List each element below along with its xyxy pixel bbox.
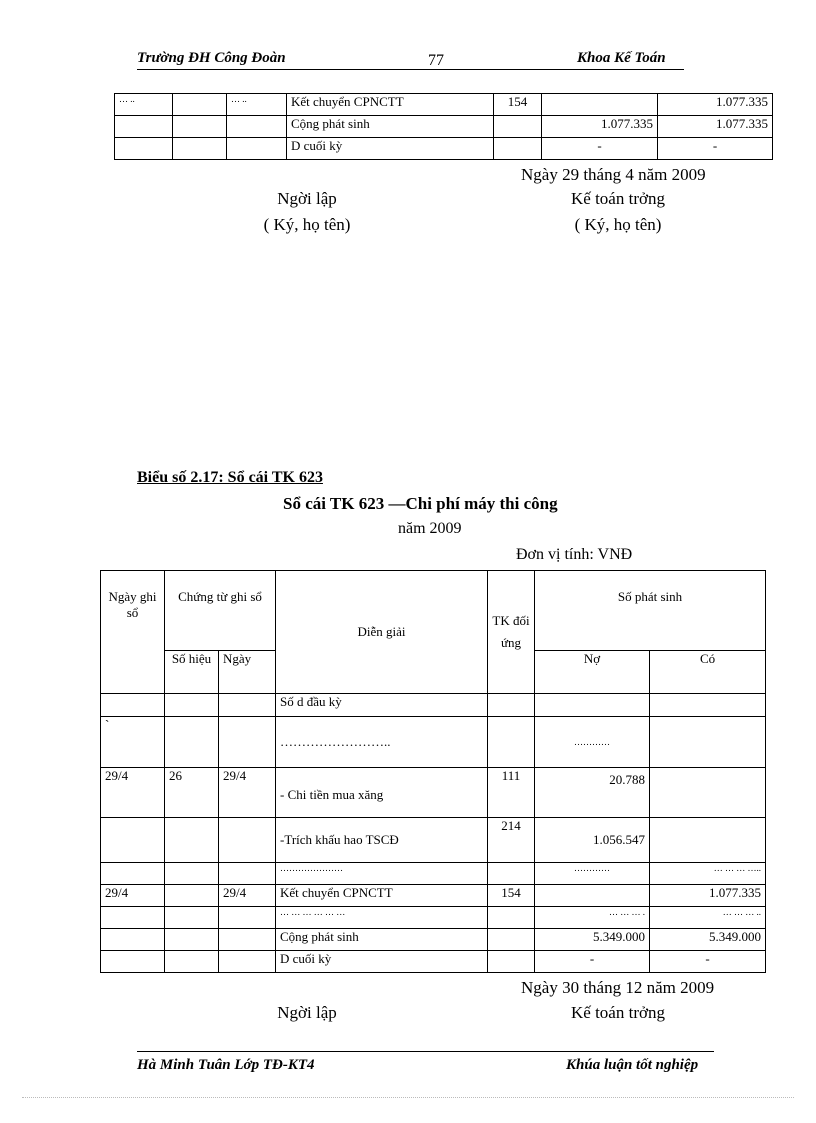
cell-desc: Kết chuyển CPNCTT bbox=[276, 885, 488, 907]
footer-doc-type: Khúa luận tốt nghiệp bbox=[566, 1057, 699, 1073]
cell-desc: D cuối kỳ bbox=[276, 951, 488, 973]
cell-tk: 154 bbox=[488, 885, 535, 907]
cell-tk bbox=[488, 929, 535, 951]
cell-voucher-no bbox=[165, 717, 219, 768]
cell-tk bbox=[488, 863, 535, 885]
header-row bbox=[101, 571, 766, 651]
cell-voucher-no bbox=[173, 138, 227, 160]
cell-debit bbox=[535, 694, 650, 717]
cell-date bbox=[115, 138, 173, 160]
cell-date bbox=[101, 863, 165, 885]
ledger-year: năm 2009 bbox=[398, 520, 462, 537]
cell-desc: ………………… bbox=[276, 863, 488, 885]
bottom-chief-accountant-title: Kế toán trởng bbox=[571, 1003, 665, 1022]
table-row bbox=[115, 138, 773, 160]
table-row bbox=[101, 929, 766, 951]
cell-debit: 1.056.547 bbox=[535, 818, 650, 863]
cell-date: 29/4 bbox=[101, 768, 165, 818]
cell-voucher-date: 29/4 bbox=[219, 885, 276, 907]
cell-credit: … … … .. bbox=[650, 907, 766, 929]
cell-credit: 1.077.335 bbox=[658, 116, 773, 138]
table-row bbox=[115, 116, 773, 138]
cell-debit: 20.788 bbox=[535, 768, 650, 818]
cell-voucher-date bbox=[219, 863, 276, 885]
cell-voucher-date bbox=[219, 929, 276, 951]
table-row bbox=[101, 863, 766, 885]
cell-voucher-date bbox=[219, 694, 276, 717]
cell-voucher-date bbox=[219, 907, 276, 929]
cell-voucher-date bbox=[219, 951, 276, 973]
header-faculty: Khoa Kế Toán bbox=[577, 50, 666, 66]
cell-voucher-date: 29/4 bbox=[219, 768, 276, 818]
cell-debit: ………… bbox=[535, 717, 650, 768]
cell-date bbox=[101, 951, 165, 973]
footer-author: Hà Minh Tuân Lớp TĐ-KT4 bbox=[137, 1057, 315, 1073]
col-voucher-date-header: Ngày bbox=[219, 651, 276, 694]
cell-credit: - bbox=[658, 138, 773, 160]
cell-voucher-no bbox=[173, 94, 227, 116]
cell-debit: … … … . bbox=[535, 907, 650, 929]
cell-desc: Cộng phát sinh bbox=[276, 929, 488, 951]
ledger-title: Sổ cái TK 623 —Chi phí máy thi công bbox=[283, 494, 558, 513]
cell-voucher-no bbox=[165, 863, 219, 885]
cell-desc: Số d đầu kỳ bbox=[276, 694, 488, 717]
ledger-caption: Biểu số 2.17: Sổ cái TK 623 bbox=[137, 469, 323, 486]
cell-credit: 1.077.335 bbox=[658, 94, 773, 116]
ledger-unit: Đơn vị tính: VNĐ bbox=[516, 546, 633, 563]
cell-credit: … … … ….. bbox=[650, 863, 766, 885]
cell-voucher-date bbox=[227, 138, 287, 160]
cell-date bbox=[101, 818, 165, 863]
top-preparer-title: Ngời lập bbox=[277, 189, 337, 208]
top-chief-accountant-title: Kế toán trởng bbox=[571, 189, 665, 208]
cell-tk bbox=[488, 717, 535, 768]
cell-tk bbox=[488, 951, 535, 973]
table-row bbox=[101, 717, 766, 768]
table-row bbox=[101, 694, 766, 717]
cell-debit: 5.349.000 bbox=[535, 929, 650, 951]
cell-date: ` bbox=[101, 717, 165, 768]
table-row bbox=[101, 818, 766, 863]
cell-desc: - Chi tiền mua xăng bbox=[276, 768, 488, 818]
cell-credit: - bbox=[650, 951, 766, 973]
col-desc-header: Diễn giải bbox=[276, 571, 488, 694]
top-sign-date: Ngày 29 tháng 4 năm 2009 bbox=[521, 165, 706, 184]
table-row bbox=[101, 768, 766, 818]
cell-desc: … … … … … … bbox=[276, 907, 488, 929]
cell-date bbox=[101, 907, 165, 929]
cell-credit bbox=[650, 717, 766, 768]
cell-credit: 1.077.335 bbox=[650, 885, 766, 907]
cell-debit bbox=[535, 885, 650, 907]
cell-tk bbox=[494, 138, 542, 160]
table-row bbox=[101, 907, 766, 929]
cell-tk: 154 bbox=[494, 94, 542, 116]
cell-voucher-no: 26 bbox=[165, 768, 219, 818]
cell-debit: 1.077.335 bbox=[542, 116, 658, 138]
cell-date bbox=[115, 116, 173, 138]
table-row bbox=[101, 885, 766, 907]
cell-voucher-date bbox=[227, 116, 287, 138]
cell-voucher-no bbox=[165, 951, 219, 973]
cell-voucher-date: … .. bbox=[227, 94, 287, 116]
cell-voucher-no bbox=[173, 116, 227, 138]
cell-date bbox=[101, 929, 165, 951]
col-tk-header: TK đối ứng bbox=[488, 571, 535, 694]
top-chief-accountant-sub: ( Ký, họ tên) bbox=[574, 215, 662, 234]
col-voucher-header: Chứng từ ghi sổ bbox=[165, 571, 276, 651]
cell-debit: - bbox=[535, 951, 650, 973]
table-row bbox=[115, 94, 773, 116]
cell-date: 29/4 bbox=[101, 885, 165, 907]
bottom-preparer-title: Ngời lập bbox=[277, 1003, 337, 1022]
top-ledger-table bbox=[114, 93, 773, 160]
cell-voucher-no bbox=[165, 907, 219, 929]
cell-voucher-no bbox=[165, 818, 219, 863]
cell-credit bbox=[650, 694, 766, 717]
cell-tk: 111 bbox=[488, 768, 535, 818]
cell-voucher-date bbox=[219, 717, 276, 768]
cell-desc: Cộng phát sinh bbox=[287, 116, 494, 138]
col-voucher-no-header: Số hiệu bbox=[165, 651, 219, 694]
cell-voucher-no bbox=[165, 929, 219, 951]
cell-debit bbox=[542, 94, 658, 116]
cell-credit bbox=[650, 818, 766, 863]
header-rule bbox=[137, 69, 684, 70]
cell-desc: …………………….. bbox=[276, 717, 488, 768]
cell-desc: Kết chuyển CPNCTT bbox=[287, 94, 494, 116]
cell-credit bbox=[650, 768, 766, 818]
cell-credit: 5.349.000 bbox=[650, 929, 766, 951]
cell-desc: -Trích khấu hao TSCĐ bbox=[276, 818, 488, 863]
cell-desc: D cuối kỳ bbox=[287, 138, 494, 160]
col-debit-header: Nợ bbox=[535, 651, 650, 694]
cell-tk: 214 bbox=[488, 818, 535, 863]
cell-tk bbox=[488, 907, 535, 929]
cell-voucher-no bbox=[165, 885, 219, 907]
page-number: 77 bbox=[428, 52, 444, 69]
cell-debit: ………… bbox=[535, 863, 650, 885]
col-credit-header: Có bbox=[650, 651, 766, 694]
cell-voucher-no bbox=[165, 694, 219, 717]
cell-tk bbox=[494, 116, 542, 138]
cell-tk bbox=[488, 694, 535, 717]
page-bottom-edge bbox=[22, 1097, 794, 1098]
cell-date bbox=[101, 694, 165, 717]
col-date-header: Ngày ghi sổ bbox=[101, 571, 165, 694]
header-school: Trường ĐH Công Đoàn bbox=[137, 50, 286, 66]
col-amount-header: Số phát sinh bbox=[535, 571, 766, 651]
top-preparer-sub: ( Ký, họ tên) bbox=[263, 215, 351, 234]
footer-rule bbox=[137, 1051, 714, 1052]
cell-debit: - bbox=[542, 138, 658, 160]
bottom-sign-date: Ngày 30 tháng 12 năm 2009 bbox=[521, 978, 715, 997]
table-row bbox=[101, 951, 766, 973]
cell-date: … .. bbox=[115, 94, 173, 116]
cell-voucher-date bbox=[219, 818, 276, 863]
ledger-table bbox=[100, 570, 766, 973]
